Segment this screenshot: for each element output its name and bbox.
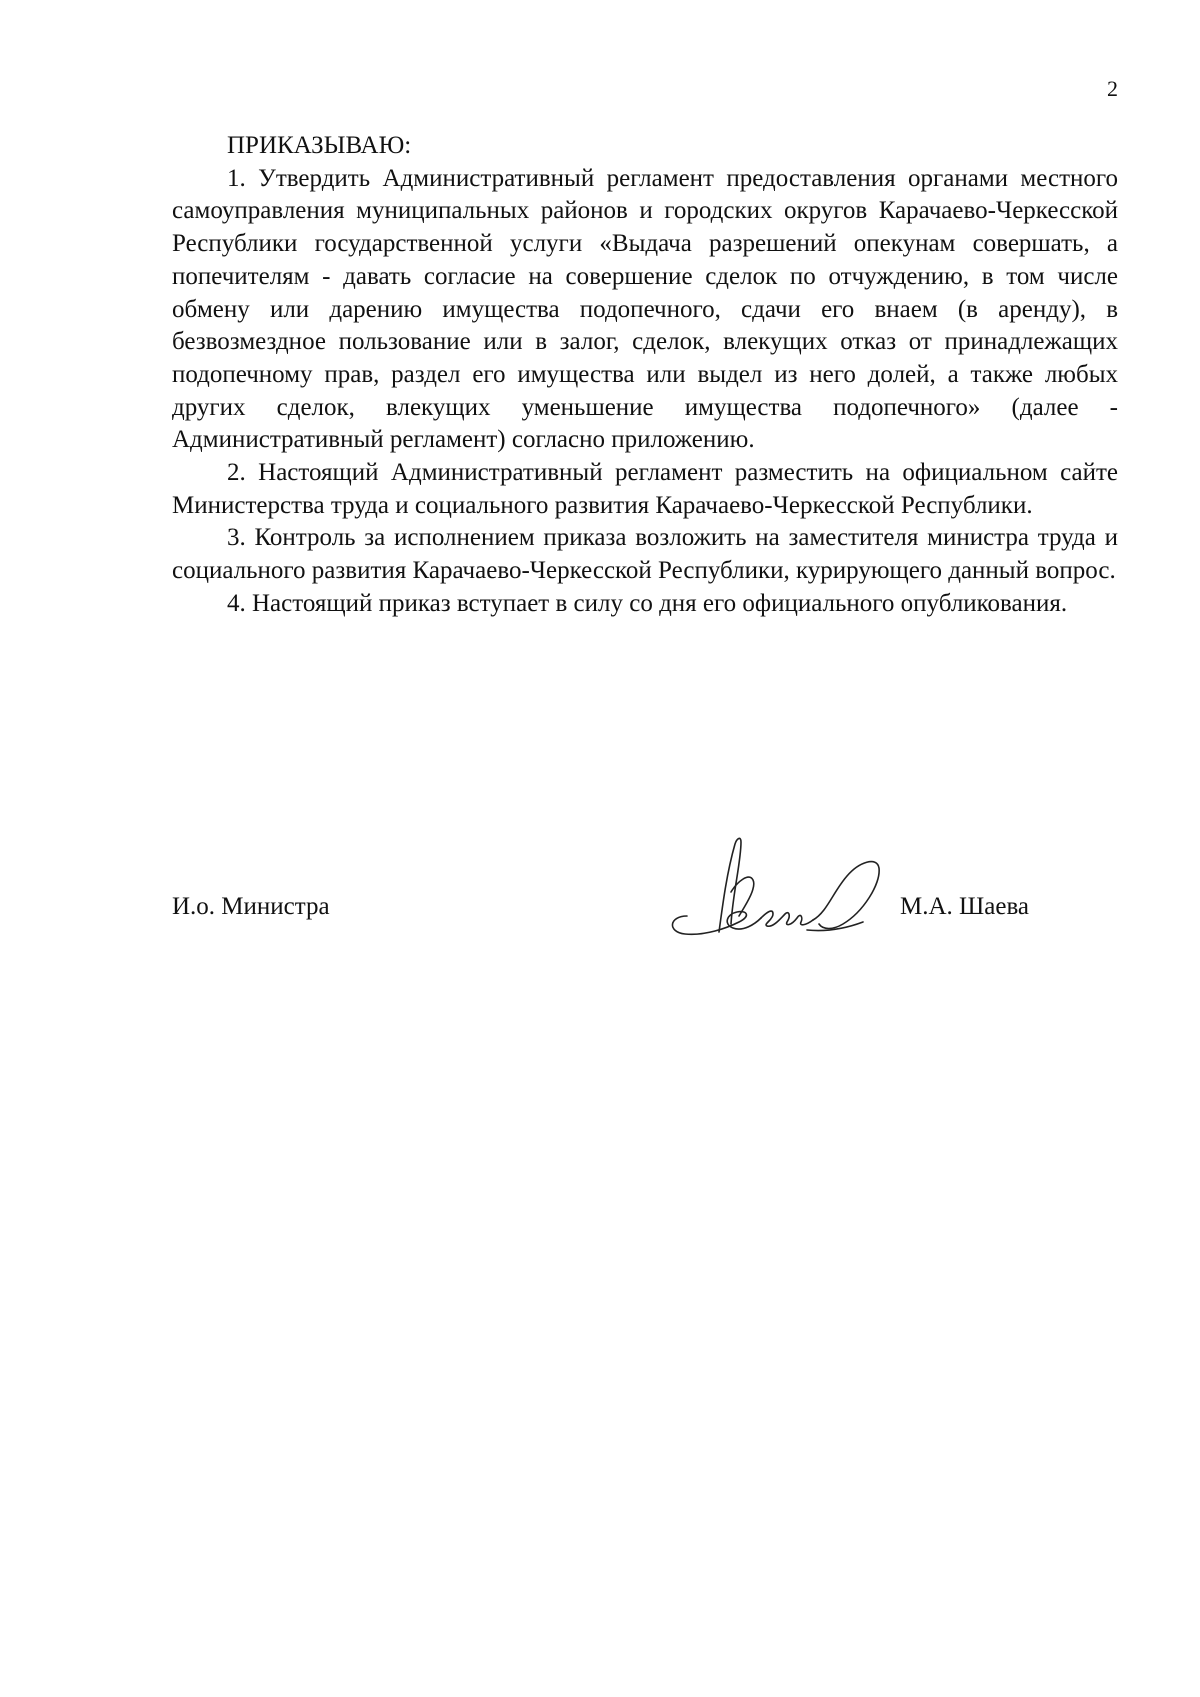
order-paragraph-2: 2. Настоящий Административный регламент разместить на официальном сайте Министерства труда и социального развития Карачаево-Черкесской Республики. bbox=[172, 459, 1118, 519]
handwritten-signature bbox=[657, 832, 887, 942]
order-body bbox=[172, 130, 1118, 621]
signatory-name: М.А. Шаева bbox=[900, 893, 1030, 920]
order-paragraph-1: 1. Утвердить Административный регламент предоставления органами местного самоуправления муниципальных районов и городских округов Карачаево-Черкесской Республики государственной услуги «Выдача разрешений опекунам совершать, а попечителям - давать согласие на совершение сделок по отчуждению, в том числе обмену или дарению имущества подопечного, сдачи его внаем (в аренду), в безвозмездное пользование или в залог, сделок, влекущих отказ от принадлежащих подопечному прав, раздел его имущества или выдел из него долей, а также любых других сделок, влекущих уменьшение имущества подопечного» (далее - Административный регламент) согласно приложению. bbox=[172, 164, 1118, 454]
page-number: 2 bbox=[1107, 76, 1118, 101]
order-paragraph-3: 3. Контроль за исполнением приказа возложить на заместителя министра труда и социального развития Карачаево-Черкесской Республики, курирующего данный вопрос. bbox=[172, 524, 1118, 585]
signatory-role: И.о. Министра bbox=[172, 893, 330, 920]
signature-block bbox=[172, 832, 1118, 942]
order-paragraph-4: 4. Настоящий приказ вступает в силу со дня его официального опубликования. bbox=[227, 589, 1068, 617]
order-heading: ПРИКАЗЫВАЮ: bbox=[227, 132, 412, 159]
